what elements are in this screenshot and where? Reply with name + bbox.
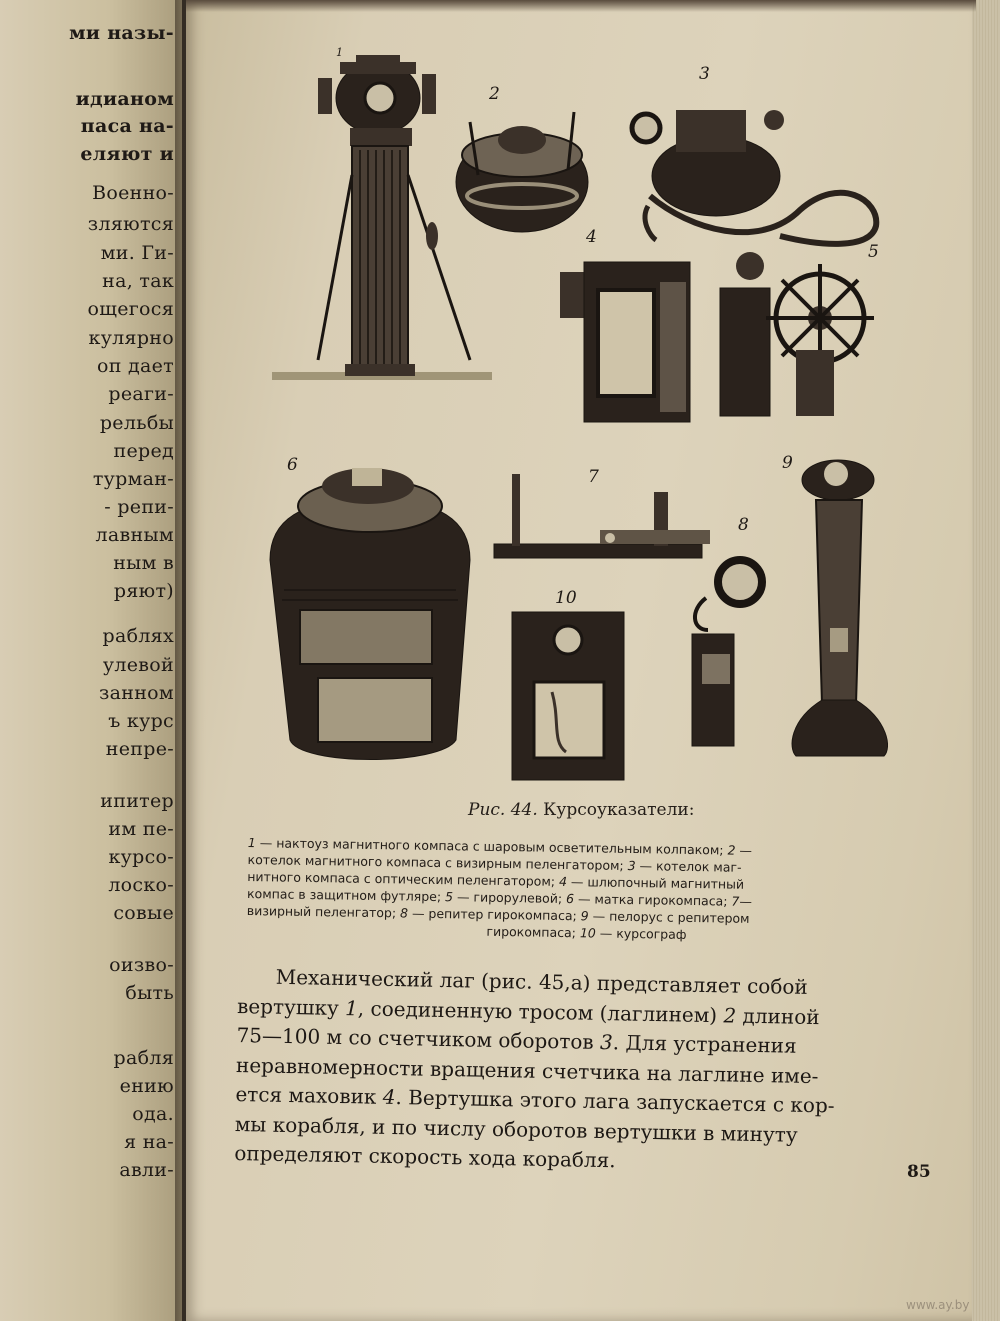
left-text-line: курсо- [108,846,174,868]
left-text-line: зляются [87,213,174,235]
left-text-line: я на- [124,1131,174,1153]
figure-number-4: 4 [586,227,597,247]
left-text-line: ипитер [100,790,174,812]
boat-compass-case-illustration [560,262,690,422]
left-text-line: им пе- [108,818,174,840]
figure-number-10: 10 [555,588,577,608]
figure-number-1: 1 [336,46,343,59]
course-recorder-illustration [512,612,624,780]
left-text-line: лавным [95,524,174,546]
legend-line: нитного компаса с оптическим пеленгатором; 4 — шлюпочный магнитный [247,868,745,892]
left-text-line: авли- [119,1159,174,1181]
left-text-line: ощегося [87,298,174,320]
figure-number-9: 9 [782,453,793,473]
left-text-line: раблях [102,625,174,647]
left-text-line: идианом [75,88,174,110]
left-text-line: совые [113,902,174,924]
left-text-line: быть [125,982,174,1004]
left-text-line: на, так [102,270,174,292]
gyro-repeater-illustration [692,560,762,746]
sighting-bearing-illustration [494,474,710,558]
left-text-line: паса на- [80,115,174,137]
body-line: мы корабля, и по числу оборотов вертушки в минуту [234,1111,798,1147]
left-text-line: Военно- [92,182,174,204]
legend-line: компас в защитном футляре; 5 — гирорулевой; 6 — матка гирокомпаса; 7— [246,885,753,909]
body-line: 75—100 м со счетчиком оборотов 3. Для устранения [236,1022,797,1058]
figure-number-5: 5 [868,242,879,262]
body-line: вертушку 1, соединенную тросом (лаглинем) 2 длиной [236,993,820,1029]
caption-label: Рис. 44. [468,800,538,820]
left-text-line: оп дает [96,355,174,377]
body-line: ется маховик 4. Вертушка этого лага запускается с кор- [235,1081,835,1118]
left-text-line: ным в [113,552,174,574]
left-text-line: реаги- [108,383,174,405]
body-line: неравномерности вращения счетчика на лаглине име- [235,1052,819,1088]
figure-number-3: 3 [699,64,710,84]
gyro-steering-illustration [720,252,874,416]
left-text-line: занном [98,682,174,704]
legend-line: котелок магнитного компаса с визирным пеленгатором; 3 — котелок маг- [247,851,742,875]
page-number: 85 [907,1162,931,1182]
watermark: www.ay.by [906,1298,970,1312]
figure-caption [468,800,768,820]
compass-bowl-illustration [456,112,588,232]
left-text-line: - репи- [104,496,174,518]
left-text-line: ода. [132,1103,174,1125]
left-text-line: кулярно [88,327,174,349]
legend-line: визирный пеленгатор; 8 — репитер гирокомпаса; 9 — пелорус с репитером [246,902,750,926]
left-text-line: лоско- [108,874,174,896]
left-text-line: ению [119,1075,174,1097]
caption-title: Курсоуказатели: [543,800,695,820]
legend-line: 1 — нактоуз магнитного компаса с шаровым осветительным колпаком; 2 — [247,834,753,858]
left-text-line: перед [113,440,174,462]
left-text-line: рельбы [99,412,174,434]
left-text-line: ми. Ги- [100,242,174,264]
left-text-line: ряют) [113,580,174,602]
left-text-line: ъ курс [108,710,174,732]
body-paragraph [234,962,928,1182]
legend-line: гирокомпаса; 10 — курсограф [486,923,687,942]
figure-number-7: 7 [588,467,599,487]
left-text-line: рабля [113,1047,174,1069]
left-text-line: турман- [92,468,174,490]
figure-number-6: 6 [287,455,298,475]
figure-legend [246,834,928,947]
left-text-line: ми назы- [69,22,174,44]
left-text-line: непре- [105,738,174,760]
left-text-line: улевой [102,654,174,676]
figure-number-2: 2 [489,84,500,104]
body-line: Механический лаг (рис. 45,а) представляет собой [275,964,808,999]
optical-compass-illustration [632,110,876,244]
gyrocompass-master-illustration [270,468,470,760]
pelorus-illustration [792,460,888,756]
left-text-line: еляют и [80,143,174,165]
body-line: определяют скорость хода корабля. [234,1140,616,1173]
left-text-line: оизво- [109,954,174,976]
figure-number-8: 8 [738,515,749,535]
binnacle-illustration [272,55,492,380]
